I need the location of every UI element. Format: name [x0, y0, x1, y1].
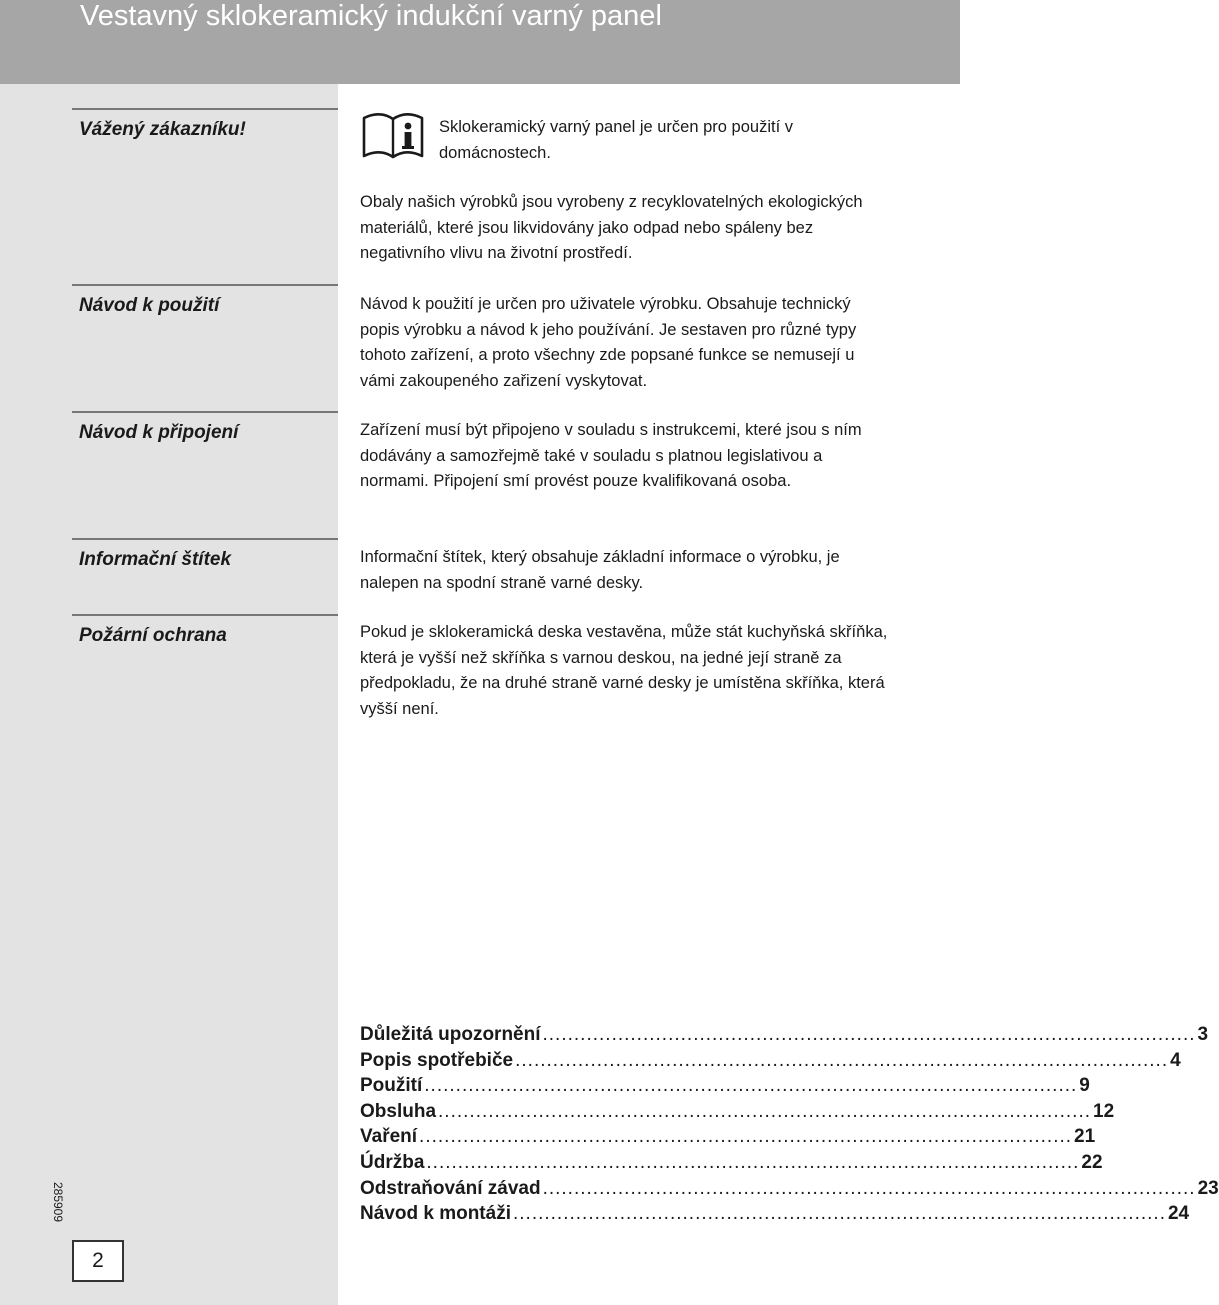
document-code-text: 285909 [51, 1181, 65, 1223]
toc-page: 4 [1170, 1049, 1181, 1071]
section-heading-connection-manual [72, 411, 338, 443]
toc-title: Odstraňování závad [360, 1177, 541, 1199]
info-book-icon [360, 110, 426, 167]
toc-leader: ........................................................................................................ [419, 1126, 1073, 1148]
document-code [46, 1182, 70, 1222]
page-header [0, 0, 960, 84]
page-number: 2 [92, 1249, 104, 1272]
section-heading-text: Návod k připojení [79, 422, 239, 443]
toc-leader: ........................................................................................................ [424, 1075, 1078, 1097]
section-heading-user-manual [72, 284, 338, 316]
toc-leader: ........................................................................................................ [438, 1100, 1092, 1122]
section-heading-text: Návod k použití [79, 295, 220, 316]
toc-title: Důležitá upozornění [360, 1024, 541, 1045]
toc-page: 22 [1081, 1151, 1103, 1173]
toc-page: 3 [1197, 1024, 1209, 1045]
toc-row[interactable] [360, 1177, 1219, 1204]
toc-leader: ........................................................................................................ [542, 1024, 1196, 1045]
toc-row[interactable] [360, 1049, 1181, 1076]
toc-leader: ........................................................................................................ [512, 1203, 1166, 1225]
page-number-box [72, 1240, 124, 1282]
toc-title: Návod k montáži [360, 1203, 511, 1225]
user-manual-paragraph: Návod k použití je určen pro uživatele výrobku. Obsahuje technický popis výrobku a návod k jeho používání. Je sestaven pro různé typy tohoto zařízení, a proto všechny zde popsané funkce se nemusejí u vámi zakoupeného zařizení vyskytovat. [360, 295, 857, 390]
section-heading-info-label [72, 538, 338, 570]
table-of-contents [360, 1024, 1219, 1229]
toc-page: 21 [1074, 1126, 1096, 1148]
toc-title: Obsluha [360, 1100, 437, 1122]
section-heading-text: Požární ochrana [79, 625, 227, 646]
toc-row[interactable] [360, 1126, 1096, 1152]
toc-leader: ........................................................................................................ [542, 1177, 1196, 1199]
toc-row[interactable] [360, 1100, 1115, 1127]
toc-row[interactable] [360, 1203, 1190, 1229]
packaging-paragraph: Obaly našich výrobků jsou vyrobeny z recyklovatelných ekologických materiálů, které jsou likvidovány jako odpad nebo spáleny bez negativního vlivu na životní prostředí. [360, 193, 863, 262]
section-heading-text: Vážený zákazníku! [79, 119, 246, 140]
info-label-paragraph: Informační štítek, který obsahuje základní informace o výrobku, je nalepen na spodní straně varné desky. [360, 548, 840, 592]
toc-row[interactable] [360, 1075, 1090, 1101]
toc-page: 12 [1093, 1100, 1115, 1122]
toc-title: Údržba [360, 1151, 425, 1173]
toc-page: 24 [1167, 1203, 1190, 1225]
toc-title: Popis spotřebiče [360, 1049, 514, 1071]
toc-page: 9 [1079, 1075, 1090, 1097]
section-heading-fire-protection [72, 614, 338, 646]
toc-page: 23 [1197, 1177, 1219, 1199]
intro-paragraph: Sklokeramický varný panel je určen pro použití v domácnostech. [439, 118, 793, 162]
sidebar [0, 84, 338, 1305]
section-heading-text: Informační štítek [79, 549, 232, 570]
toc-leader: ........................................................................................................ [426, 1151, 1080, 1173]
toc-leader: ........................................................................................................ [515, 1049, 1169, 1071]
connection-paragraph: Zařízení musí být připojeno v souladu s instrukcemi, které jsou s ním dodávány a samozřejmě také v souladu s platnou legislativou a normami. Připojení smí provést pouze kvalifikovaná osoba. [360, 421, 862, 490]
toc-title: Použití [360, 1075, 423, 1097]
section-heading-dear-customer [72, 108, 338, 140]
page-title: Vestavný sklokeramický indukční varný panel [80, 0, 662, 32]
toc-row[interactable] [360, 1024, 1209, 1050]
toc-row[interactable] [360, 1151, 1103, 1178]
toc-title: Vaření [360, 1126, 418, 1148]
fire-protection-paragraph: Pokud je sklokeramická deska vestavěna, může stát kuchyňská skříňka, která je vyšší než skříňka s varnou deskou, na jedné její straně za předpokladu, že na druhé straně varné desky je umístěna skříňka, která vyšší není. [360, 623, 888, 718]
